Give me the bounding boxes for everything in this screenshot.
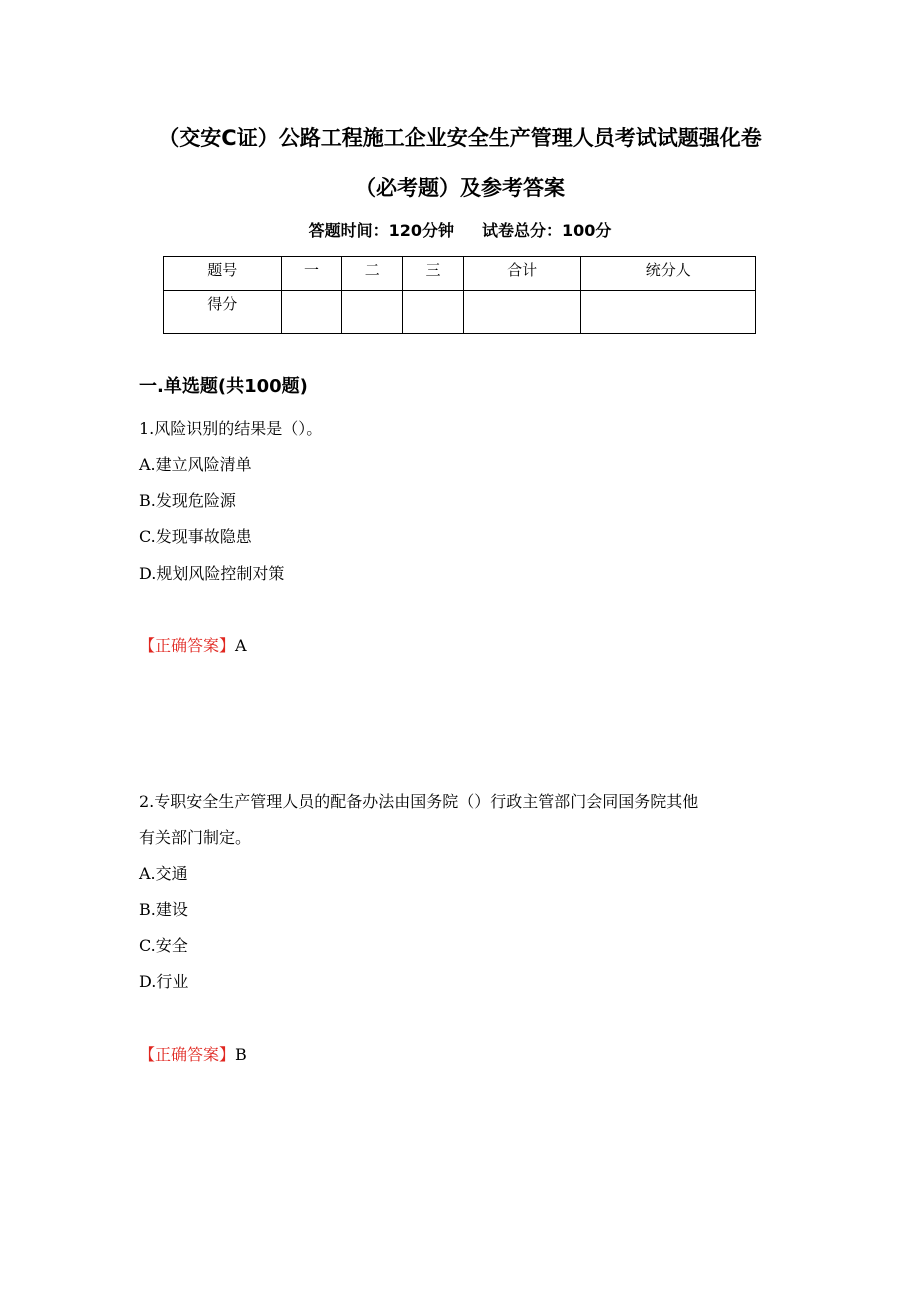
score-header-cell: 统分人 (581, 257, 756, 291)
question-1-option-d: D.规划风险控制对策 (139, 564, 285, 583)
question-1-option-a: A.建立风险清单 (139, 455, 252, 474)
answer-label: 【正确答案】 (139, 1045, 236, 1064)
question-2-stem-line-2: 有关部门制定。 (139, 828, 252, 847)
score-cell (403, 291, 464, 334)
question-2-option-c: C.安全 (139, 936, 188, 955)
document-title-line-1: （交安C证）公路工程施工企业安全生产管理人员考试试题强化卷 (158, 126, 762, 150)
document-title-line-2: （必考题）及参考答案 (355, 176, 565, 200)
score-header-cell: 合计 (463, 257, 581, 291)
question-1-stem: 1.风险识别的结果是（）。 (139, 419, 323, 438)
question-2-option-d: D.行业 (139, 972, 189, 991)
score-header-cell: 题号 (164, 257, 282, 291)
question-1-answer (139, 633, 247, 656)
question-2-option-b: B.建设 (139, 900, 188, 919)
question-2-answer (139, 1042, 247, 1065)
score-table-header-row (164, 257, 756, 291)
score-header-cell: 一 (281, 257, 342, 291)
score-cell (281, 291, 342, 334)
score-cell (581, 291, 756, 334)
score-header-cell: 二 (342, 257, 403, 291)
score-header-cell: 三 (403, 257, 464, 291)
total-score: 试卷总分：100分 (482, 221, 612, 240)
question-2-stem-line-1: 2.专职安全生产管理人员的配备办法由国务院（）行政主管部门会同国务院其他 (139, 792, 699, 811)
exam-time: 答题时间：120分钟 (308, 221, 454, 240)
answer-value: B (235, 1045, 247, 1064)
answer-label: 【正确答案】 (139, 636, 236, 655)
score-row-label: 得分 (164, 291, 282, 334)
score-cell (463, 291, 581, 334)
score-table-score-row (164, 291, 756, 334)
score-table (163, 256, 756, 334)
question-2-option-a: A.交通 (139, 864, 188, 883)
section-title: 一.单选题(共100题) (139, 376, 308, 397)
score-cell (342, 291, 403, 334)
question-1-option-c: C.发现事故隐患 (139, 527, 252, 546)
question-1-option-b: B.发现危险源 (139, 491, 236, 510)
answer-value: A (235, 636, 247, 655)
exam-meta (0, 218, 920, 241)
